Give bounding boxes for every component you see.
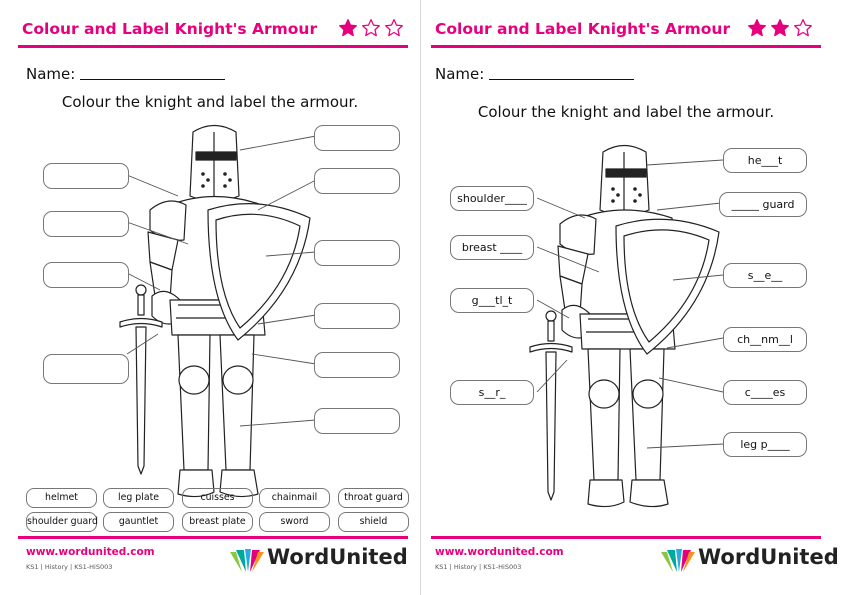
name-label: Name: xyxy=(435,65,485,83)
bottom-divider xyxy=(18,536,408,539)
label-box[interactable] xyxy=(314,408,400,434)
label-box-leg-plate[interactable]: leg p____ xyxy=(723,432,807,457)
footer-url: www.wordunited.com xyxy=(435,546,564,558)
label-box-breast-plate[interactable]: breast ____ xyxy=(450,235,534,260)
label-box[interactable] xyxy=(314,352,400,378)
bottom-divider xyxy=(431,536,821,539)
word-bank-item: shoulder guard xyxy=(26,512,97,532)
label-box[interactable] xyxy=(314,168,400,194)
label-box-throat-guard[interactable]: _____ guard xyxy=(719,192,807,217)
label-box-gauntlet[interactable]: g___tl_t xyxy=(450,288,534,313)
word-bank-item: breast plate xyxy=(182,512,253,532)
label-box[interactable] xyxy=(43,211,129,237)
wordunited-logo-icon xyxy=(228,546,266,574)
word-bank-item: leg plate xyxy=(103,488,174,508)
label-box-sword[interactable]: s__r_ xyxy=(450,380,534,405)
footer-url: www.wordunited.com xyxy=(26,546,155,558)
footer-code: KS1 | History | KS1-HiS003 xyxy=(26,563,113,571)
name-label: Name: xyxy=(26,65,76,83)
word-bank-item: throat guard xyxy=(338,488,409,508)
label-box[interactable] xyxy=(43,163,129,189)
brand-name: WordUnited xyxy=(267,545,408,569)
instruction: Colour the knight and label the armour. xyxy=(477,103,775,121)
label-box-shield[interactable]: s__e__ xyxy=(723,263,807,288)
label-box-chainmail[interactable]: ch__nm__l xyxy=(723,327,807,352)
label-box[interactable] xyxy=(314,303,400,329)
footer-code: KS1 | History | KS1-HiS003 xyxy=(435,563,522,571)
worksheet-title: Colour and Label Knight's Armour xyxy=(22,20,318,38)
worksheet-title: Colour and Label Knight's Armour xyxy=(435,20,731,38)
wordunited-logo-icon xyxy=(659,546,697,574)
brand-name: WordUnited xyxy=(698,545,839,569)
label-box-helmet[interactable]: he___t xyxy=(723,148,807,173)
label-box[interactable] xyxy=(43,354,129,384)
label-box[interactable] xyxy=(314,240,400,266)
word-bank-item: sword xyxy=(259,512,330,532)
label-box-cuisses[interactable]: c____es xyxy=(723,380,807,405)
instruction: Colour the knight and label the armour. xyxy=(61,93,359,111)
word-bank-item: helmet xyxy=(26,488,97,508)
worksheet-medium xyxy=(421,0,842,595)
word-bank-item: chainmail xyxy=(259,488,330,508)
word-bank-item: cuisses xyxy=(182,488,253,508)
label-box-shoulder-guard[interactable]: shoulder____ xyxy=(450,186,534,211)
label-box[interactable] xyxy=(43,262,129,288)
label-box[interactable] xyxy=(314,125,400,151)
word-bank-item: shield xyxy=(338,512,409,532)
word-bank-item: gauntlet xyxy=(103,512,174,532)
